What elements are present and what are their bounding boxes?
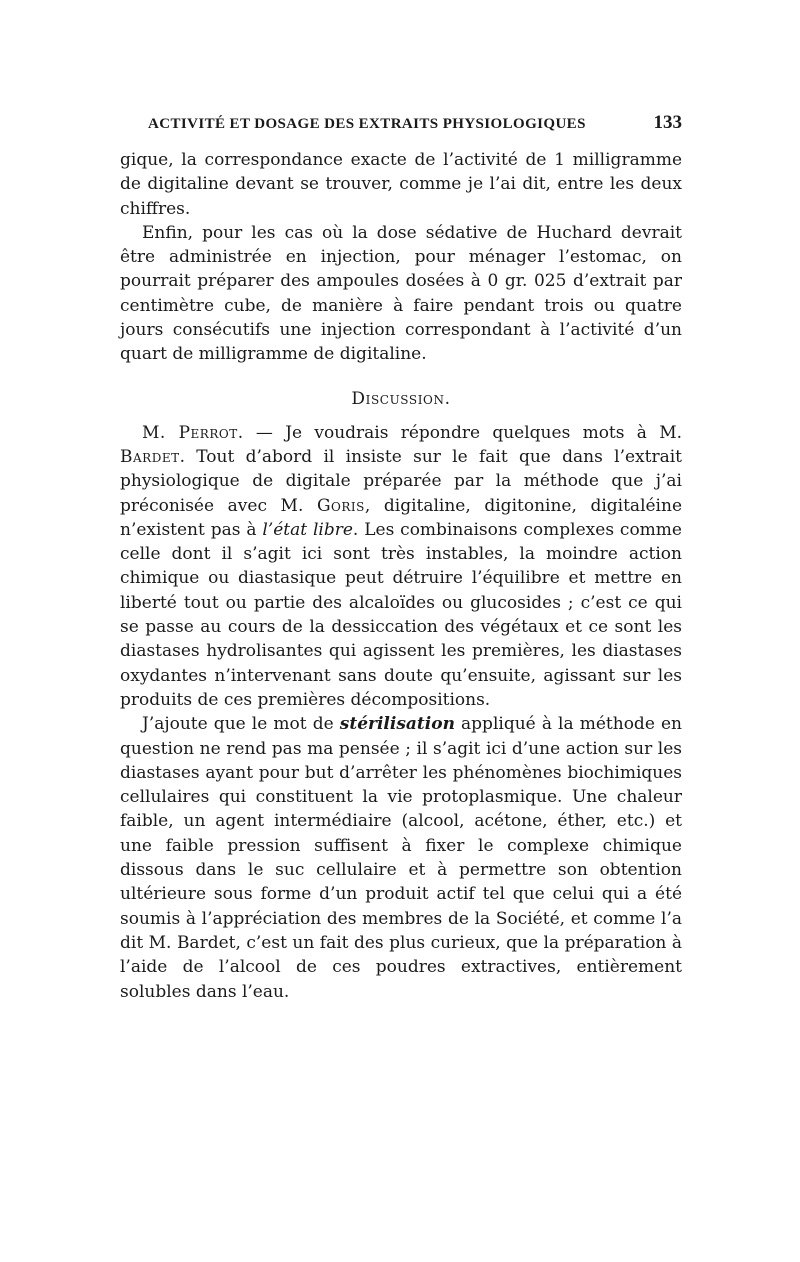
name-bardet: Bardet (120, 446, 180, 467)
paragraph-perrot-reply (120, 421, 682, 713)
text-segment: appliqué à la méthode en question ne rend pas ma pensée ; il s’agit ici d’une action sur les diastases ayant pour but d’arrêter les phénomènes biochimiques cellulaires qui constituent la vie protoplasmique. Une chaleur faible, un agent intermédiaire (alcool, acétone, éther, etc.) et une faible pression suffisent à fixer le complexe chimique dissous dans le suc cellulaire et à permettre son obtention ultérieure sous forme d’un produit actif tel que celui qui a été soumis à l’appréciation des membres de la Société, et comme l’a dit M. Bardet, c’est un fait des plus curieux, que la préparation à l’aide de l’alcool de ces poudres extractives, entièrement solubles dans l’eau. (120, 714, 682, 1002)
speaker-name: M. Perrot. (142, 422, 244, 443)
text-segment: J’ajoute que le mot de (142, 714, 340, 735)
name-goris: Goris (316, 495, 365, 516)
italic-sterilisation: stérilisation (339, 714, 455, 735)
italic-etat-libre: l’état libre (262, 519, 353, 540)
text-segment: , digitaline, digitonine, digitaléine n’existent pas à (120, 495, 683, 540)
page-number: 133 (653, 112, 682, 133)
paragraph-sterilisation (120, 712, 682, 1004)
text-segment: Je voudrais répondre quelques mots à M. (285, 422, 683, 443)
text-segment: . Les combinaisons complexes comme celle dont il s’agit ici sont très instables, la moindre action chimique ou diastasique peut détruire l’équilibre et mettre en liberté tout ou partie des alcaloïdes ou glucosides ; c’est ce qui se passe au cours de la dessiccation des végétaux et ce sont les diastases hydrolisantes qui agissent les premières, les diastases oxydantes n’intervenant sans doute qu’ensuite, agissant sur les produits de ces premières décompositions. (120, 519, 682, 710)
paragraph-continuation: gique, la correspondance exacte de l’activité de 1 milligramme de digitaline devant se trouver, comme je l’ai dit, entre les deux chiffres. (120, 150, 682, 219)
book-page (120, 112, 682, 1004)
text-segment: . Tout d’abord il insiste sur le fait que dans l’extrait physiologique de digitale préparée par la méthode que j’ai préconisée avec M. (120, 446, 682, 516)
section-heading-discussion: Discussion. (351, 388, 451, 409)
running-title: ACTIVITÉ ET DOSAGE DES EXTRAITS PHYSIOLOGIQUES (148, 116, 586, 132)
running-header (120, 112, 682, 140)
paragraph-injection: Enfin, pour les cas où la dose sédative de Huchard devrait être administrée en injection, pour ménager l’estomac, on pourrait préparer des ampoules dosées à 0 gr. 025 d’extrait par centimètre cube, de manière à faire pendant trois ou quatre jours consécutifs une injection correspondant à l’activité d’un quart de milligramme de digitaline. (120, 222, 682, 365)
em-dash: — (243, 422, 286, 443)
